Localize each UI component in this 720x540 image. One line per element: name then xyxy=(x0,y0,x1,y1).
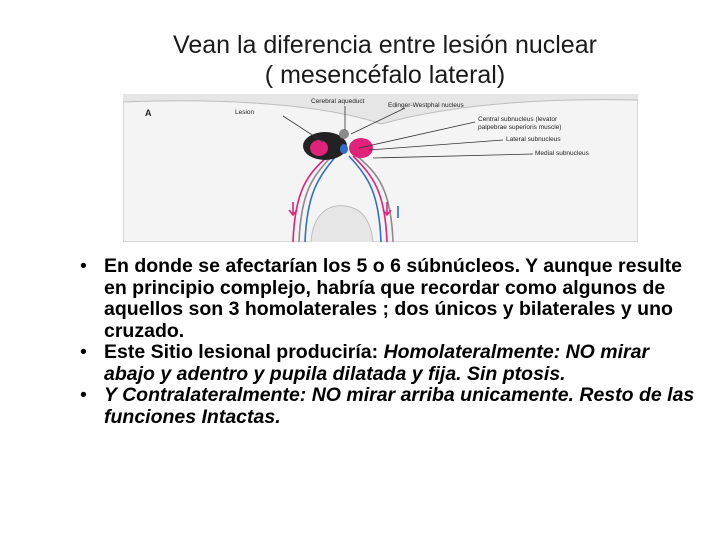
title-line-1: Vean la diferencia entre lesión nuclear xyxy=(173,31,597,59)
label-central-subnucleus: Central subnucleus (levator xyxy=(478,116,558,123)
label-medial-subnucleus: Medial subnucleus xyxy=(535,150,589,157)
slide-title xyxy=(0,30,720,90)
midbrain-diagram xyxy=(123,94,638,242)
bullet-item xyxy=(74,342,704,385)
bullet-italic-text: Y Contralateralmente: NO mirar arriba unicamente. Resto de las funciones Intactas. xyxy=(104,384,695,428)
label-edinger-westphal: Edinger-Westphal nucleus xyxy=(388,102,464,109)
bullet-item xyxy=(74,385,704,428)
bullet-list xyxy=(74,256,704,428)
bullet-dot: • xyxy=(80,341,87,363)
title-line-2: ( mesencéfalo lateral) xyxy=(264,61,506,89)
central-subnucleus xyxy=(340,144,348,154)
bullet-item xyxy=(74,256,704,342)
label-cerebral-aqueduct: Cerebral aqueduct xyxy=(311,98,365,105)
bullet-dot: • xyxy=(80,255,87,277)
left-subnucleus xyxy=(310,140,328,156)
bullet-dot: • xyxy=(80,384,87,406)
panel-letter: A xyxy=(145,108,152,118)
bullet-text: En donde se afectarían los 5 o 6 súbnúcleos. Y aunque resulte en principio complejo, habría que recordar como algunos de aquellos son 3 homolaterales ; dos únicos y bilaterales y uno cruzado. xyxy=(104,255,682,342)
midbrain-section xyxy=(123,100,638,242)
right-subnucleus xyxy=(349,138,373,158)
edinger-westphal-nucleus xyxy=(339,129,349,139)
bullet-italic-text: Homolateralmente: NO mirar abajo y adentro y pupila dilatada y fija. Sin ptosis. xyxy=(104,341,650,385)
label-lateral-subnucleus: Lateral subnucleus xyxy=(506,136,561,143)
label-central-subnucleus-2: palpebrae superioris muscle) xyxy=(478,124,562,131)
label-lesion: Lesion xyxy=(235,109,255,116)
bullet-text: Este Sitio lesional produciría: xyxy=(104,341,384,363)
